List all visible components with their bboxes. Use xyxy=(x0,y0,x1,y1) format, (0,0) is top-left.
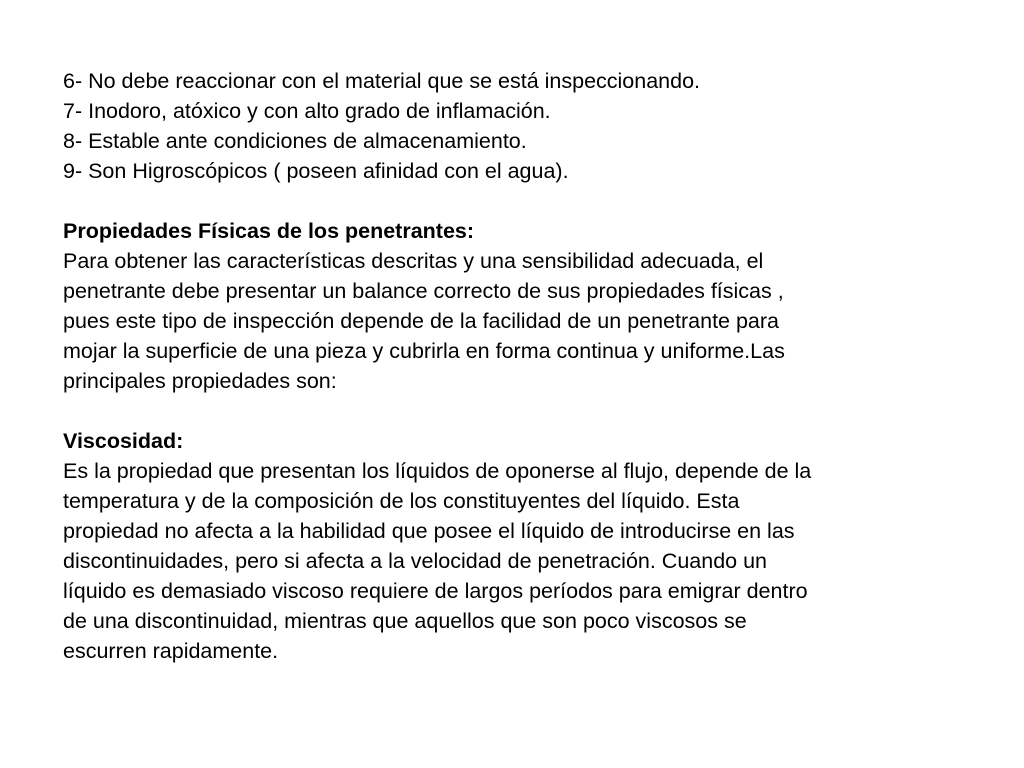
viscosity-heading: Viscosidad: xyxy=(63,429,184,453)
paragraph-line: temperatura y de la composición de los constituyentes del líquido. Esta xyxy=(63,489,740,513)
list-item: 8- Estable ante condiciones de almacenamiento. xyxy=(63,129,527,153)
list-item: 6- No debe reaccionar con el material que se está inspeccionando. xyxy=(63,69,701,93)
paragraph-line: mojar la superficie de una pieza y cubrirla en forma continua y uniforme.Las xyxy=(63,339,785,363)
spacer xyxy=(63,186,993,216)
paragraph-line: de una discontinuidad, mientras que aquellos que son poco viscosos se xyxy=(63,609,747,633)
list-item: 9- Son Higroscópicos ( poseen afinidad con el agua). xyxy=(63,159,569,183)
slide-body xyxy=(63,66,993,666)
paragraph-line: escurren rapidamente. xyxy=(63,639,279,663)
viscosity-section xyxy=(63,426,993,666)
physical-properties-heading: Propiedades Físicas de los penetrantes: xyxy=(63,219,475,243)
paragraph-line: Es la propiedad que presentan los líquidos de oponerse al flujo, depende de la xyxy=(63,459,812,483)
requirements-list xyxy=(63,66,993,186)
paragraph-line: pues este tipo de inspección depende de la facilidad de un penetrante para xyxy=(63,309,780,333)
list-item: 7- Inodoro, atóxico y con alto grado de inflamación. xyxy=(63,99,551,123)
paragraph-line: principales propiedades son: xyxy=(63,369,337,393)
paragraph-line: discontinuidades, pero si afecta a la velocidad de penetración. Cuando un xyxy=(63,549,768,573)
paragraph-line: propiedad no afecta a la habilidad que posee el líquido de introducirse en las xyxy=(63,519,795,543)
paragraph-line: líquido es demasiado viscoso requiere de largos períodos para emigrar dentro xyxy=(63,579,808,603)
physical-properties-section xyxy=(63,216,993,396)
spacer xyxy=(63,396,993,426)
paragraph-line: Para obtener las características descritas y una sensibilidad adecuada, el xyxy=(63,249,764,273)
paragraph-line: penetrante debe presentar un balance correcto de sus propiedades físicas , xyxy=(63,279,784,303)
